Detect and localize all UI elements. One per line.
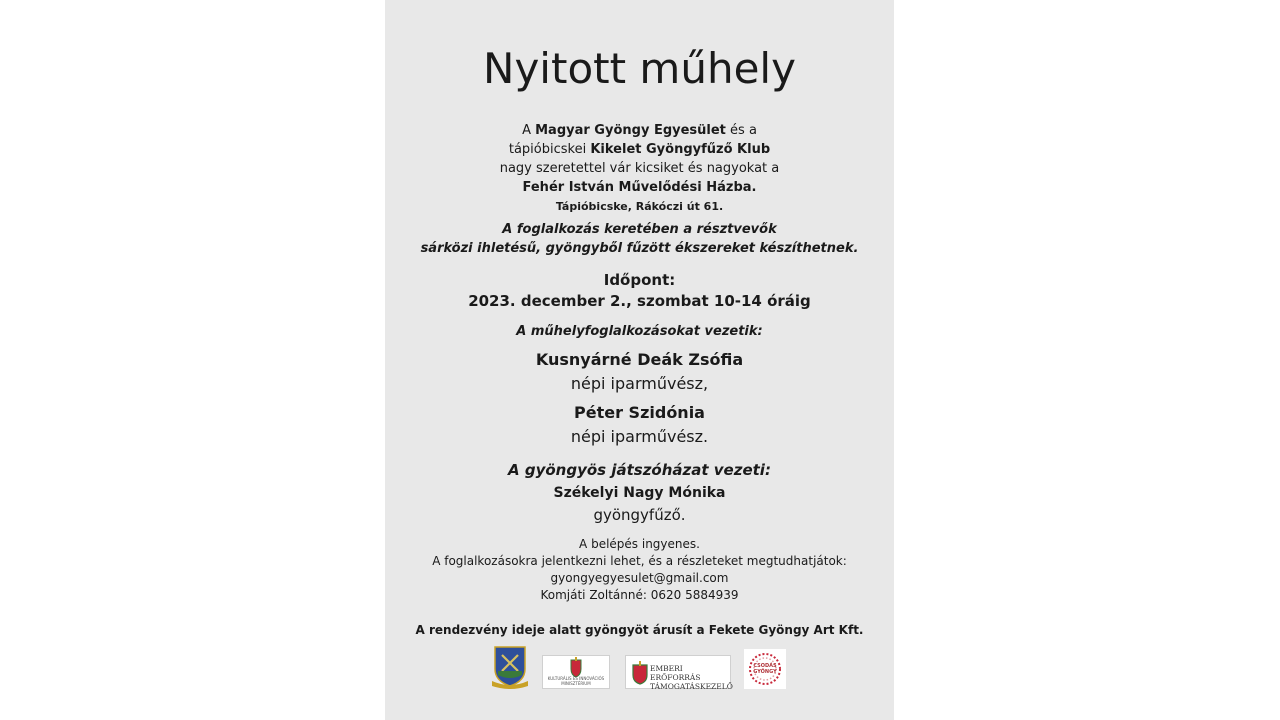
contact-phone: Komjáti Zoltánné: 0620 5884939 (540, 588, 739, 602)
time-label: Időpont: (603, 271, 676, 289)
leader-name: Péter Szidónia (574, 403, 705, 422)
intro-line-1: A Magyar Gyöngy Egyesület és a (522, 123, 757, 138)
venue-address: Tápióbicske, Rákóczi út 61. (555, 200, 724, 213)
club-name: Kikelet Gyöngyfűző Klub (590, 142, 771, 157)
leaders-heading: A műhelyfoglalkozásokat vezetik: (516, 324, 763, 339)
contact-email: gyongyegyesulet@gmail.com (550, 571, 729, 585)
ministry-logo (542, 655, 610, 689)
leader-role: népi iparművész. (570, 427, 709, 446)
registration-note: A foglalkozásokra jelentkezni lehet, és a részleteket megtudhatjátok: (432, 554, 847, 568)
municipal-crest-icon (492, 645, 528, 690)
leader-2 (385, 401, 894, 449)
csodas-gyongy-logo: CSODÁS GYÖNGY (744, 649, 786, 689)
intro-line-2: tápióbicskei Kikelet Gyöngyfűző Klub (508, 142, 771, 157)
info-block (385, 536, 894, 604)
ministry-caption: KULTURÁLIS ÉS INNOVÁCIÓS MINISZTÉRIUM (547, 676, 605, 686)
footer-note: A rendezvény ideje alatt gyöngyöt árusít a Fekete Gyöngy Art Kft. (415, 623, 864, 637)
leader-role: népi iparművész, (570, 374, 709, 393)
event-poster (385, 0, 894, 720)
sponsor-logos (385, 645, 894, 691)
description: A foglalkozás keretében a résztvevők sárközi ihletésű, gyöngyből fűzött ékszereket készíthetnek. (420, 222, 859, 256)
poster-title: Nyitott műhely (483, 44, 796, 93)
venue-name: Fehér István Művelődési Házba. (522, 180, 757, 195)
intro-block (385, 121, 894, 216)
playhouse-leader-role: gyöngyfűző. (593, 506, 686, 524)
intro-line-3: nagy szeretettel vár kicsiket és nagyokat a (499, 161, 780, 176)
playhouse-leader (385, 482, 894, 526)
leader-name: Kusnyárné Deák Zsófia (535, 350, 744, 369)
org-name: Magyar Gyöngy Egyesület (535, 123, 726, 138)
playhouse-heading: A gyöngyös játszóházat vezeti: (508, 461, 771, 479)
event-time (385, 270, 894, 312)
emberi-eroforras-logo: EMBERI ERŐFORRÁS TÁMOGATÁSKEZELŐ (625, 655, 731, 689)
entry-free: A belépés ingyenes. (579, 537, 700, 551)
time-value: 2023. december 2., szombat 10-14 óráig (468, 292, 811, 310)
playhouse-leader-name: Székelyi Nagy Mónika (553, 485, 726, 501)
leader-1 (385, 348, 894, 396)
